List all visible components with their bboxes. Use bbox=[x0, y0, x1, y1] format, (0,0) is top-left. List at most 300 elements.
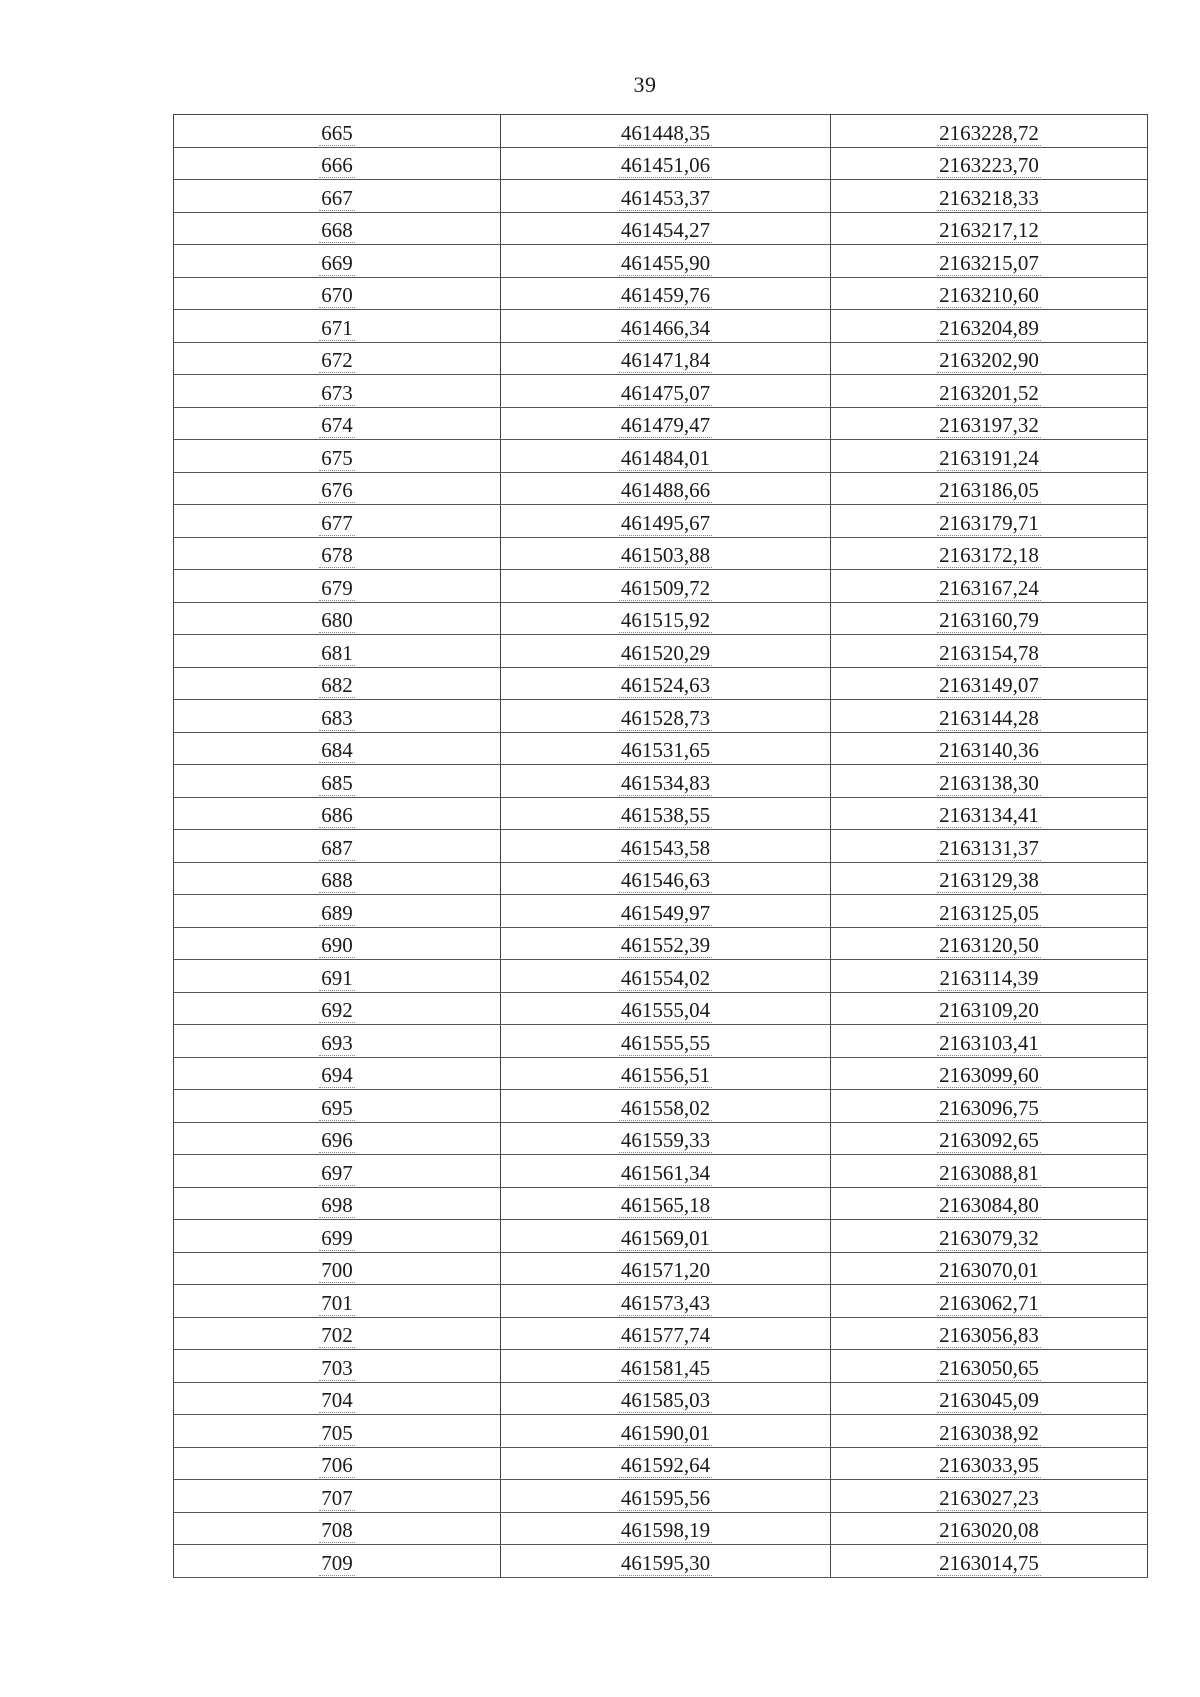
point-number-value: 696 bbox=[321, 1128, 353, 1152]
table-row bbox=[174, 1350, 1148, 1383]
point-number-value: 672 bbox=[321, 348, 353, 372]
table-row bbox=[174, 147, 1148, 180]
x-coordinate-cell bbox=[501, 1382, 831, 1415]
y-coordinate-cell bbox=[831, 570, 1148, 603]
table-row bbox=[174, 1090, 1148, 1123]
y-coordinate-cell bbox=[831, 927, 1148, 960]
point-number-value: 704 bbox=[321, 1388, 353, 1412]
table-row bbox=[174, 245, 1148, 278]
x-coordinate-cell bbox=[501, 1545, 831, 1578]
point-number-cell bbox=[174, 1382, 501, 1415]
x-coordinate-cell bbox=[501, 1025, 831, 1058]
table-row bbox=[174, 700, 1148, 733]
table-row bbox=[174, 1155, 1148, 1188]
x-coordinate-cell bbox=[501, 212, 831, 245]
y-coordinate-cell bbox=[831, 862, 1148, 895]
x-coordinate-value: 461528,73 bbox=[620, 705, 711, 730]
table-row bbox=[174, 180, 1148, 213]
table-row bbox=[174, 440, 1148, 473]
x-coordinate-cell bbox=[501, 635, 831, 668]
point-number-value: 685 bbox=[321, 770, 353, 795]
x-coordinate-cell bbox=[501, 1122, 831, 1155]
point-number-cell bbox=[174, 147, 501, 180]
y-coordinate-cell bbox=[831, 472, 1148, 505]
table-row bbox=[174, 1025, 1148, 1058]
point-number-cell bbox=[174, 602, 501, 635]
x-coordinate-value: 461534,83 bbox=[620, 770, 711, 795]
y-coordinate-cell bbox=[831, 667, 1148, 700]
y-coordinate-value: 2163079,32 bbox=[939, 1225, 1039, 1250]
point-number-value: 676 bbox=[321, 478, 353, 502]
table-row bbox=[174, 602, 1148, 635]
point-number-value: 693 bbox=[321, 1030, 353, 1055]
point-number-value: 680 bbox=[321, 608, 353, 632]
point-number-value: 691 bbox=[321, 965, 353, 990]
x-coordinate-cell bbox=[501, 1350, 831, 1383]
y-coordinate-cell bbox=[831, 505, 1148, 538]
y-coordinate-value: 2163125,05 bbox=[939, 900, 1039, 925]
table-row bbox=[174, 407, 1148, 440]
point-number-cell bbox=[174, 667, 501, 700]
table-row bbox=[174, 862, 1148, 895]
point-number-value: 689 bbox=[321, 900, 353, 925]
point-number-value: 705 bbox=[321, 1420, 353, 1445]
point-number-cell bbox=[174, 472, 501, 505]
point-number-cell bbox=[174, 342, 501, 375]
x-coordinate-cell bbox=[501, 1155, 831, 1188]
point-number-value: 707 bbox=[321, 1485, 353, 1510]
x-coordinate-cell bbox=[501, 147, 831, 180]
point-number-value: 701 bbox=[321, 1290, 353, 1315]
table-row bbox=[174, 342, 1148, 375]
x-coordinate-cell bbox=[501, 1187, 831, 1220]
table-row bbox=[174, 1382, 1148, 1415]
y-coordinate-cell bbox=[831, 1285, 1148, 1318]
point-number-value: 684 bbox=[321, 738, 353, 762]
point-number-value: 675 bbox=[321, 445, 353, 470]
table-row bbox=[174, 830, 1148, 863]
y-coordinate-value: 2163056,83 bbox=[939, 1323, 1039, 1347]
x-coordinate-value: 461475,07 bbox=[620, 380, 711, 405]
point-number-cell bbox=[174, 862, 501, 895]
point-number-value: 700 bbox=[321, 1258, 353, 1282]
y-coordinate-cell bbox=[831, 310, 1148, 343]
x-coordinate-value: 461451,06 bbox=[620, 153, 711, 177]
point-number-cell bbox=[174, 440, 501, 473]
table-row bbox=[174, 310, 1148, 343]
table-row bbox=[174, 1447, 1148, 1480]
x-coordinate-value: 461558,02 bbox=[620, 1095, 711, 1120]
x-coordinate-cell bbox=[501, 732, 831, 765]
x-coordinate-value: 461479,47 bbox=[620, 413, 711, 437]
point-number-cell bbox=[174, 1122, 501, 1155]
point-number-cell bbox=[174, 407, 501, 440]
y-coordinate-value: 2163096,75 bbox=[939, 1095, 1039, 1120]
y-coordinate-value: 2163020,08 bbox=[939, 1518, 1039, 1542]
y-coordinate-value: 2163160,79 bbox=[939, 608, 1039, 632]
point-number-cell bbox=[174, 1480, 501, 1513]
y-coordinate-value: 2163050,65 bbox=[939, 1355, 1039, 1380]
table-row bbox=[174, 927, 1148, 960]
table-row bbox=[174, 472, 1148, 505]
table-row bbox=[174, 115, 1148, 148]
table-row bbox=[174, 1512, 1148, 1545]
y-coordinate-cell bbox=[831, 1187, 1148, 1220]
point-number-value: 669 bbox=[321, 250, 353, 275]
x-coordinate-value: 461448,35 bbox=[620, 120, 711, 145]
y-coordinate-value: 2163084,80 bbox=[939, 1193, 1039, 1217]
x-coordinate-value: 461466,34 bbox=[620, 315, 711, 340]
table-row bbox=[174, 635, 1148, 668]
table-row bbox=[174, 1415, 1148, 1448]
table-row bbox=[174, 1285, 1148, 1318]
y-coordinate-value: 2163172,18 bbox=[939, 543, 1039, 567]
point-number-cell bbox=[174, 1090, 501, 1123]
x-coordinate-value: 461515,92 bbox=[620, 608, 711, 632]
x-coordinate-value: 461495,67 bbox=[620, 510, 711, 535]
point-number-value: 682 bbox=[321, 673, 353, 697]
point-number-cell bbox=[174, 992, 501, 1025]
y-coordinate-value: 2163215,07 bbox=[939, 250, 1039, 275]
y-coordinate-cell bbox=[831, 1545, 1148, 1578]
y-coordinate-value: 2163092,65 bbox=[939, 1128, 1039, 1152]
x-coordinate-cell bbox=[501, 602, 831, 635]
y-coordinate-cell bbox=[831, 635, 1148, 668]
y-coordinate-cell bbox=[831, 1122, 1148, 1155]
x-coordinate-value: 461598,19 bbox=[620, 1518, 711, 1542]
point-number-cell bbox=[174, 1512, 501, 1545]
y-coordinate-value: 2163197,32 bbox=[939, 413, 1039, 437]
x-coordinate-value: 461590,01 bbox=[620, 1420, 711, 1445]
y-coordinate-cell bbox=[831, 342, 1148, 375]
x-coordinate-value: 461595,56 bbox=[620, 1485, 711, 1510]
y-coordinate-cell bbox=[831, 1512, 1148, 1545]
x-coordinate-cell bbox=[501, 342, 831, 375]
point-number-cell bbox=[174, 1155, 501, 1188]
y-coordinate-cell bbox=[831, 115, 1148, 148]
table-row bbox=[174, 992, 1148, 1025]
point-number-cell bbox=[174, 895, 501, 928]
point-number-value: 671 bbox=[321, 315, 353, 340]
y-coordinate-value: 2163186,05 bbox=[939, 478, 1039, 502]
point-number-cell bbox=[174, 1545, 501, 1578]
x-coordinate-cell bbox=[501, 1220, 831, 1253]
y-coordinate-value: 2163217,12 bbox=[939, 218, 1039, 242]
point-number-value: 698 bbox=[321, 1193, 353, 1217]
x-coordinate-cell bbox=[501, 895, 831, 928]
x-coordinate-value: 461561,34 bbox=[620, 1160, 711, 1185]
x-coordinate-cell bbox=[501, 407, 831, 440]
y-coordinate-cell bbox=[831, 960, 1148, 993]
y-coordinate-cell bbox=[831, 212, 1148, 245]
point-number-cell bbox=[174, 310, 501, 343]
table-row bbox=[174, 1252, 1148, 1285]
y-coordinate-value: 2163154,78 bbox=[939, 640, 1039, 665]
x-coordinate-cell bbox=[501, 277, 831, 310]
point-number-value: 687 bbox=[321, 835, 353, 860]
y-coordinate-value: 2163149,07 bbox=[939, 673, 1039, 697]
y-coordinate-value: 2163038,92 bbox=[939, 1420, 1039, 1445]
y-coordinate-cell bbox=[831, 1447, 1148, 1480]
x-coordinate-value: 461543,58 bbox=[620, 835, 711, 860]
point-number-cell bbox=[174, 1252, 501, 1285]
y-coordinate-value: 2163179,71 bbox=[939, 510, 1039, 535]
x-coordinate-cell bbox=[501, 667, 831, 700]
y-coordinate-value: 2163109,20 bbox=[939, 998, 1039, 1022]
x-coordinate-cell bbox=[501, 310, 831, 343]
table-row bbox=[174, 667, 1148, 700]
x-coordinate-value: 461503,88 bbox=[620, 543, 711, 567]
x-coordinate-cell bbox=[501, 992, 831, 1025]
point-number-value: 699 bbox=[321, 1225, 353, 1250]
y-coordinate-value: 2163103,41 bbox=[939, 1030, 1039, 1055]
x-coordinate-cell bbox=[501, 797, 831, 830]
x-coordinate-value: 461554,02 bbox=[620, 965, 711, 990]
y-coordinate-value: 2163202,90 bbox=[939, 348, 1039, 372]
y-coordinate-value: 2163134,41 bbox=[939, 803, 1039, 827]
y-coordinate-cell bbox=[831, 797, 1148, 830]
x-coordinate-cell bbox=[501, 505, 831, 538]
point-number-value: 694 bbox=[321, 1063, 353, 1087]
x-coordinate-cell bbox=[501, 1252, 831, 1285]
point-number-cell bbox=[174, 212, 501, 245]
x-coordinate-value: 461546,63 bbox=[620, 868, 711, 892]
x-coordinate-cell bbox=[501, 245, 831, 278]
y-coordinate-value: 2163223,70 bbox=[939, 153, 1039, 177]
x-coordinate-value: 461571,20 bbox=[620, 1258, 711, 1282]
x-coordinate-cell bbox=[501, 765, 831, 798]
x-coordinate-value: 461459,76 bbox=[620, 283, 711, 307]
table-row bbox=[174, 1545, 1148, 1578]
x-coordinate-cell bbox=[501, 927, 831, 960]
point-number-value: 702 bbox=[321, 1323, 353, 1347]
x-coordinate-cell bbox=[501, 180, 831, 213]
x-coordinate-value: 461484,01 bbox=[620, 445, 711, 470]
table-row bbox=[174, 375, 1148, 408]
y-coordinate-value: 2163014,75 bbox=[939, 1550, 1039, 1575]
x-coordinate-value: 461573,43 bbox=[620, 1290, 711, 1315]
coordinates-table bbox=[173, 114, 1148, 1578]
point-number-value: 703 bbox=[321, 1355, 353, 1380]
point-number-cell bbox=[174, 1317, 501, 1350]
table-row bbox=[174, 960, 1148, 993]
y-coordinate-value: 2163144,28 bbox=[939, 705, 1039, 730]
point-number-cell bbox=[174, 797, 501, 830]
x-coordinate-cell bbox=[501, 440, 831, 473]
point-number-cell bbox=[174, 180, 501, 213]
x-coordinate-value: 461455,90 bbox=[620, 250, 711, 275]
point-number-cell bbox=[174, 245, 501, 278]
point-number-value: 692 bbox=[321, 998, 353, 1022]
y-coordinate-cell bbox=[831, 440, 1148, 473]
point-number-value: 683 bbox=[321, 705, 353, 730]
y-coordinate-value: 2163129,38 bbox=[939, 868, 1039, 892]
table-row bbox=[174, 1220, 1148, 1253]
table-row bbox=[174, 765, 1148, 798]
point-number-value: 673 bbox=[321, 380, 353, 405]
point-number-value: 695 bbox=[321, 1095, 353, 1120]
point-number-cell bbox=[174, 537, 501, 570]
y-coordinate-cell bbox=[831, 1317, 1148, 1350]
point-number-cell bbox=[174, 375, 501, 408]
x-coordinate-value: 461488,66 bbox=[620, 478, 711, 502]
y-coordinate-cell bbox=[831, 1155, 1148, 1188]
table-row bbox=[174, 895, 1148, 928]
point-number-cell bbox=[174, 765, 501, 798]
point-number-value: 690 bbox=[321, 933, 353, 957]
point-number-value: 665 bbox=[321, 120, 353, 145]
y-coordinate-value: 2163088,81 bbox=[939, 1160, 1039, 1185]
x-coordinate-value: 461569,01 bbox=[620, 1225, 711, 1250]
y-coordinate-value: 2163114,39 bbox=[939, 965, 1039, 990]
point-number-value: 678 bbox=[321, 543, 353, 567]
y-coordinate-cell bbox=[831, 1350, 1148, 1383]
y-coordinate-value: 2163138,30 bbox=[939, 770, 1039, 795]
y-coordinate-value: 2163033,95 bbox=[939, 1453, 1039, 1477]
y-coordinate-cell bbox=[831, 407, 1148, 440]
x-coordinate-cell bbox=[501, 1285, 831, 1318]
point-number-cell bbox=[174, 1350, 501, 1383]
x-coordinate-value: 461538,55 bbox=[620, 803, 711, 827]
point-number-value: 686 bbox=[321, 803, 353, 827]
point-number-cell bbox=[174, 732, 501, 765]
point-number-cell bbox=[174, 505, 501, 538]
x-coordinate-value: 461531,65 bbox=[620, 738, 711, 762]
y-coordinate-value: 2163131,37 bbox=[939, 835, 1039, 860]
point-number-value: 681 bbox=[321, 640, 353, 665]
y-coordinate-value: 2163070,01 bbox=[939, 1258, 1039, 1282]
y-coordinate-cell bbox=[831, 375, 1148, 408]
x-coordinate-value: 461556,51 bbox=[620, 1063, 711, 1087]
point-number-value: 679 bbox=[321, 575, 353, 600]
y-coordinate-cell bbox=[831, 992, 1148, 1025]
point-number-value: 697 bbox=[321, 1160, 353, 1185]
x-coordinate-value: 461592,64 bbox=[620, 1453, 711, 1477]
point-number-value: 706 bbox=[321, 1453, 353, 1477]
y-coordinate-cell bbox=[831, 700, 1148, 733]
point-number-cell bbox=[174, 830, 501, 863]
y-coordinate-value: 2163027,23 bbox=[939, 1485, 1039, 1510]
y-coordinate-cell bbox=[831, 1480, 1148, 1513]
y-coordinate-cell bbox=[831, 602, 1148, 635]
x-coordinate-cell bbox=[501, 537, 831, 570]
x-coordinate-value: 461565,18 bbox=[620, 1193, 711, 1217]
y-coordinate-value: 2163140,36 bbox=[939, 738, 1039, 762]
point-number-value: 666 bbox=[321, 153, 353, 177]
x-coordinate-cell bbox=[501, 375, 831, 408]
table-row bbox=[174, 277, 1148, 310]
table-row bbox=[174, 537, 1148, 570]
table-row bbox=[174, 1480, 1148, 1513]
point-number-cell bbox=[174, 1415, 501, 1448]
page-number: 39 bbox=[633, 72, 657, 97]
point-number-value: 688 bbox=[321, 868, 353, 892]
x-coordinate-value: 461453,37 bbox=[620, 185, 711, 210]
x-coordinate-cell bbox=[501, 1090, 831, 1123]
point-number-cell bbox=[174, 1285, 501, 1318]
y-coordinate-cell bbox=[831, 277, 1148, 310]
point-number-value: 668 bbox=[321, 218, 353, 242]
x-coordinate-value: 461595,30 bbox=[620, 1550, 711, 1575]
x-coordinate-value: 461509,72 bbox=[620, 575, 711, 600]
y-coordinate-value: 2163045,09 bbox=[939, 1388, 1039, 1412]
y-coordinate-value: 2163191,24 bbox=[939, 445, 1039, 470]
table-row bbox=[174, 797, 1148, 830]
point-number-value: 667 bbox=[321, 185, 353, 210]
x-coordinate-value: 461552,39 bbox=[620, 933, 711, 957]
x-coordinate-value: 461524,63 bbox=[620, 673, 711, 697]
x-coordinate-cell bbox=[501, 1415, 831, 1448]
x-coordinate-value: 461549,97 bbox=[620, 900, 711, 925]
y-coordinate-value: 2163228,72 bbox=[939, 120, 1039, 145]
x-coordinate-cell bbox=[501, 115, 831, 148]
y-coordinate-cell bbox=[831, 1252, 1148, 1285]
point-number-cell bbox=[174, 1220, 501, 1253]
x-coordinate-value: 461577,74 bbox=[620, 1323, 711, 1347]
x-coordinate-cell bbox=[501, 1512, 831, 1545]
y-coordinate-cell bbox=[831, 765, 1148, 798]
y-coordinate-cell bbox=[831, 830, 1148, 863]
point-number-cell bbox=[174, 1187, 501, 1220]
point-number-cell bbox=[174, 1025, 501, 1058]
point-number-cell bbox=[174, 960, 501, 993]
y-coordinate-cell bbox=[831, 1025, 1148, 1058]
point-number-cell bbox=[174, 277, 501, 310]
y-coordinate-cell bbox=[831, 895, 1148, 928]
table-row bbox=[174, 1317, 1148, 1350]
table-row bbox=[174, 505, 1148, 538]
point-number-value: 677 bbox=[321, 510, 353, 535]
y-coordinate-cell bbox=[831, 537, 1148, 570]
y-coordinate-cell bbox=[831, 245, 1148, 278]
table-row bbox=[174, 570, 1148, 603]
y-coordinate-value: 2163167,24 bbox=[939, 575, 1039, 600]
x-coordinate-cell bbox=[501, 1447, 831, 1480]
x-coordinate-cell bbox=[501, 570, 831, 603]
x-coordinate-value: 461581,45 bbox=[620, 1355, 711, 1380]
y-coordinate-cell bbox=[831, 1057, 1148, 1090]
point-number-value: 670 bbox=[321, 283, 353, 307]
y-coordinate-value: 2163204,89 bbox=[939, 315, 1039, 340]
x-coordinate-cell bbox=[501, 1480, 831, 1513]
x-coordinate-cell bbox=[501, 960, 831, 993]
x-coordinate-cell bbox=[501, 862, 831, 895]
point-number-cell bbox=[174, 1057, 501, 1090]
point-number-value: 708 bbox=[321, 1518, 353, 1542]
x-coordinate-cell bbox=[501, 700, 831, 733]
point-number-cell bbox=[174, 1447, 501, 1480]
point-number-cell bbox=[174, 700, 501, 733]
point-number-value: 709 bbox=[321, 1550, 353, 1575]
x-coordinate-value: 461520,29 bbox=[620, 640, 711, 665]
y-coordinate-cell bbox=[831, 147, 1148, 180]
x-coordinate-value: 461555,04 bbox=[620, 998, 711, 1022]
y-coordinate-value: 2163210,60 bbox=[939, 283, 1039, 307]
x-coordinate-cell bbox=[501, 1317, 831, 1350]
y-coordinate-cell bbox=[831, 180, 1148, 213]
y-coordinate-cell bbox=[831, 732, 1148, 765]
x-coordinate-value: 461585,03 bbox=[620, 1388, 711, 1412]
x-coordinate-value: 461555,55 bbox=[620, 1030, 711, 1055]
y-coordinate-cell bbox=[831, 1220, 1148, 1253]
x-coordinate-cell bbox=[501, 472, 831, 505]
y-coordinate-cell bbox=[831, 1382, 1148, 1415]
y-coordinate-cell bbox=[831, 1090, 1148, 1123]
y-coordinate-value: 2163062,71 bbox=[939, 1290, 1039, 1315]
coordinates-table-body bbox=[174, 115, 1148, 1578]
y-coordinate-cell bbox=[831, 1415, 1148, 1448]
x-coordinate-cell bbox=[501, 830, 831, 863]
